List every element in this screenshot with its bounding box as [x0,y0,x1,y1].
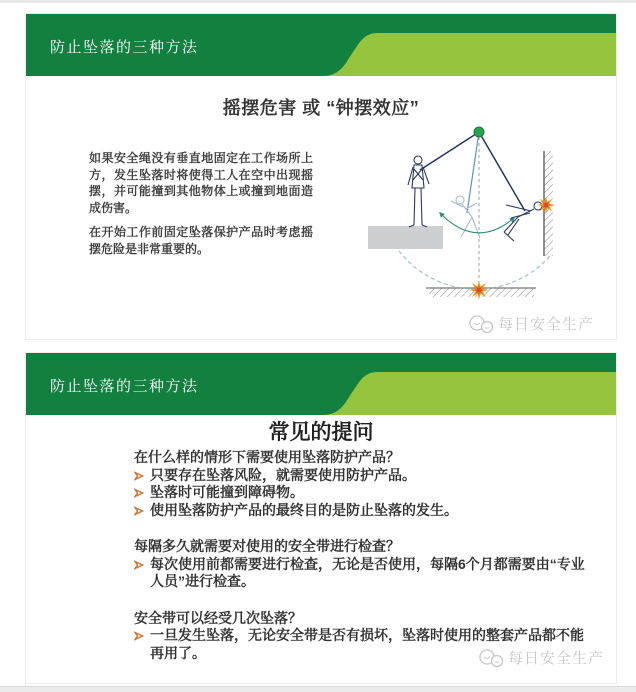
swing-arc [399,251,550,289]
impact-star-wall-icon [537,196,555,214]
qa-block [134,449,596,519]
answer-text: 一旦发生坠落，无论安全带是否有损坏，坠落时使用的整套产品都不能再用了。 [150,627,584,661]
anchor-dot-icon [474,127,484,137]
bullet-arrow-icon [134,560,144,570]
question: 每隔多久就需要对使用的安全带进行检查？ [134,538,400,554]
paragraph: 在开始工作前固定坠落保护产品时考虑摇摆危险是非常重要的。 [89,225,313,256]
rope-to-swinging-worker [467,132,479,213]
qa-block [134,538,596,591]
worker-swinging-ghost [451,196,480,238]
impact-star-ground-icon [469,280,489,300]
paragraph: 如果安全绳没有垂直地固定在工作场所上方，发生坠落时将使得工人在空中出现摇摆，并可能撞到其他物体上或撞到地面造成伤害。 [89,151,313,215]
answer-text: 使用坠落防护产品的最终目的是防止坠落的发生。 [150,501,458,518]
slide-common-questions [25,352,617,684]
answer-item [134,556,596,591]
watermark [468,313,594,334]
watermark-text: 每日安全生产 [507,650,604,667]
question: 在什么样的情形下需要使用坠落防护产品？ [134,449,400,465]
header-band [26,353,616,415]
answer-item [134,502,596,520]
question: 安全带可以经受几次坠落？ [134,609,302,626]
watermark-text: 每日安全生产 [497,316,594,333]
header-band-title: 防止坠落的三种方法 [50,378,199,395]
watermark-logo-icon [478,648,504,668]
answer-text: 坠落时可能撞到障碍物。 [150,484,304,500]
slide-pendulum-effect [25,13,617,340]
watermark [478,647,604,668]
bullet-arrow-icon [134,471,144,481]
answer-text: 只要存在坠落风险，就需要使用防护产品。 [150,466,416,483]
bullet-arrow-icon [134,631,144,641]
bottom-edge-strip [0,686,636,692]
platform [368,226,443,249]
top-edge-strip [0,0,636,3]
body-text [89,150,313,265]
qa-list [134,449,596,662]
rope-to-wall-worker [479,132,525,211]
answer-text: 每次使用前都需要进行检查，无论是否使用，每隔6个月都需要由“专业人员”进行检查。 [150,555,585,589]
bullet-arrow-icon [134,488,144,498]
slide-title: 摇摆危害 或 “钟摆效应” [222,98,420,118]
answer-item [134,467,596,485]
header-band [26,14,616,76]
header-band-title: 防止坠落的三种方法 [50,39,199,56]
rope-to-worker [420,132,479,170]
pendulum-diagram [354,114,566,306]
slide-title: 常见的提问 [268,421,374,444]
watermark-logo-icon [468,314,494,334]
bullet-arrow-icon [134,506,144,516]
answer-item [134,484,596,502]
